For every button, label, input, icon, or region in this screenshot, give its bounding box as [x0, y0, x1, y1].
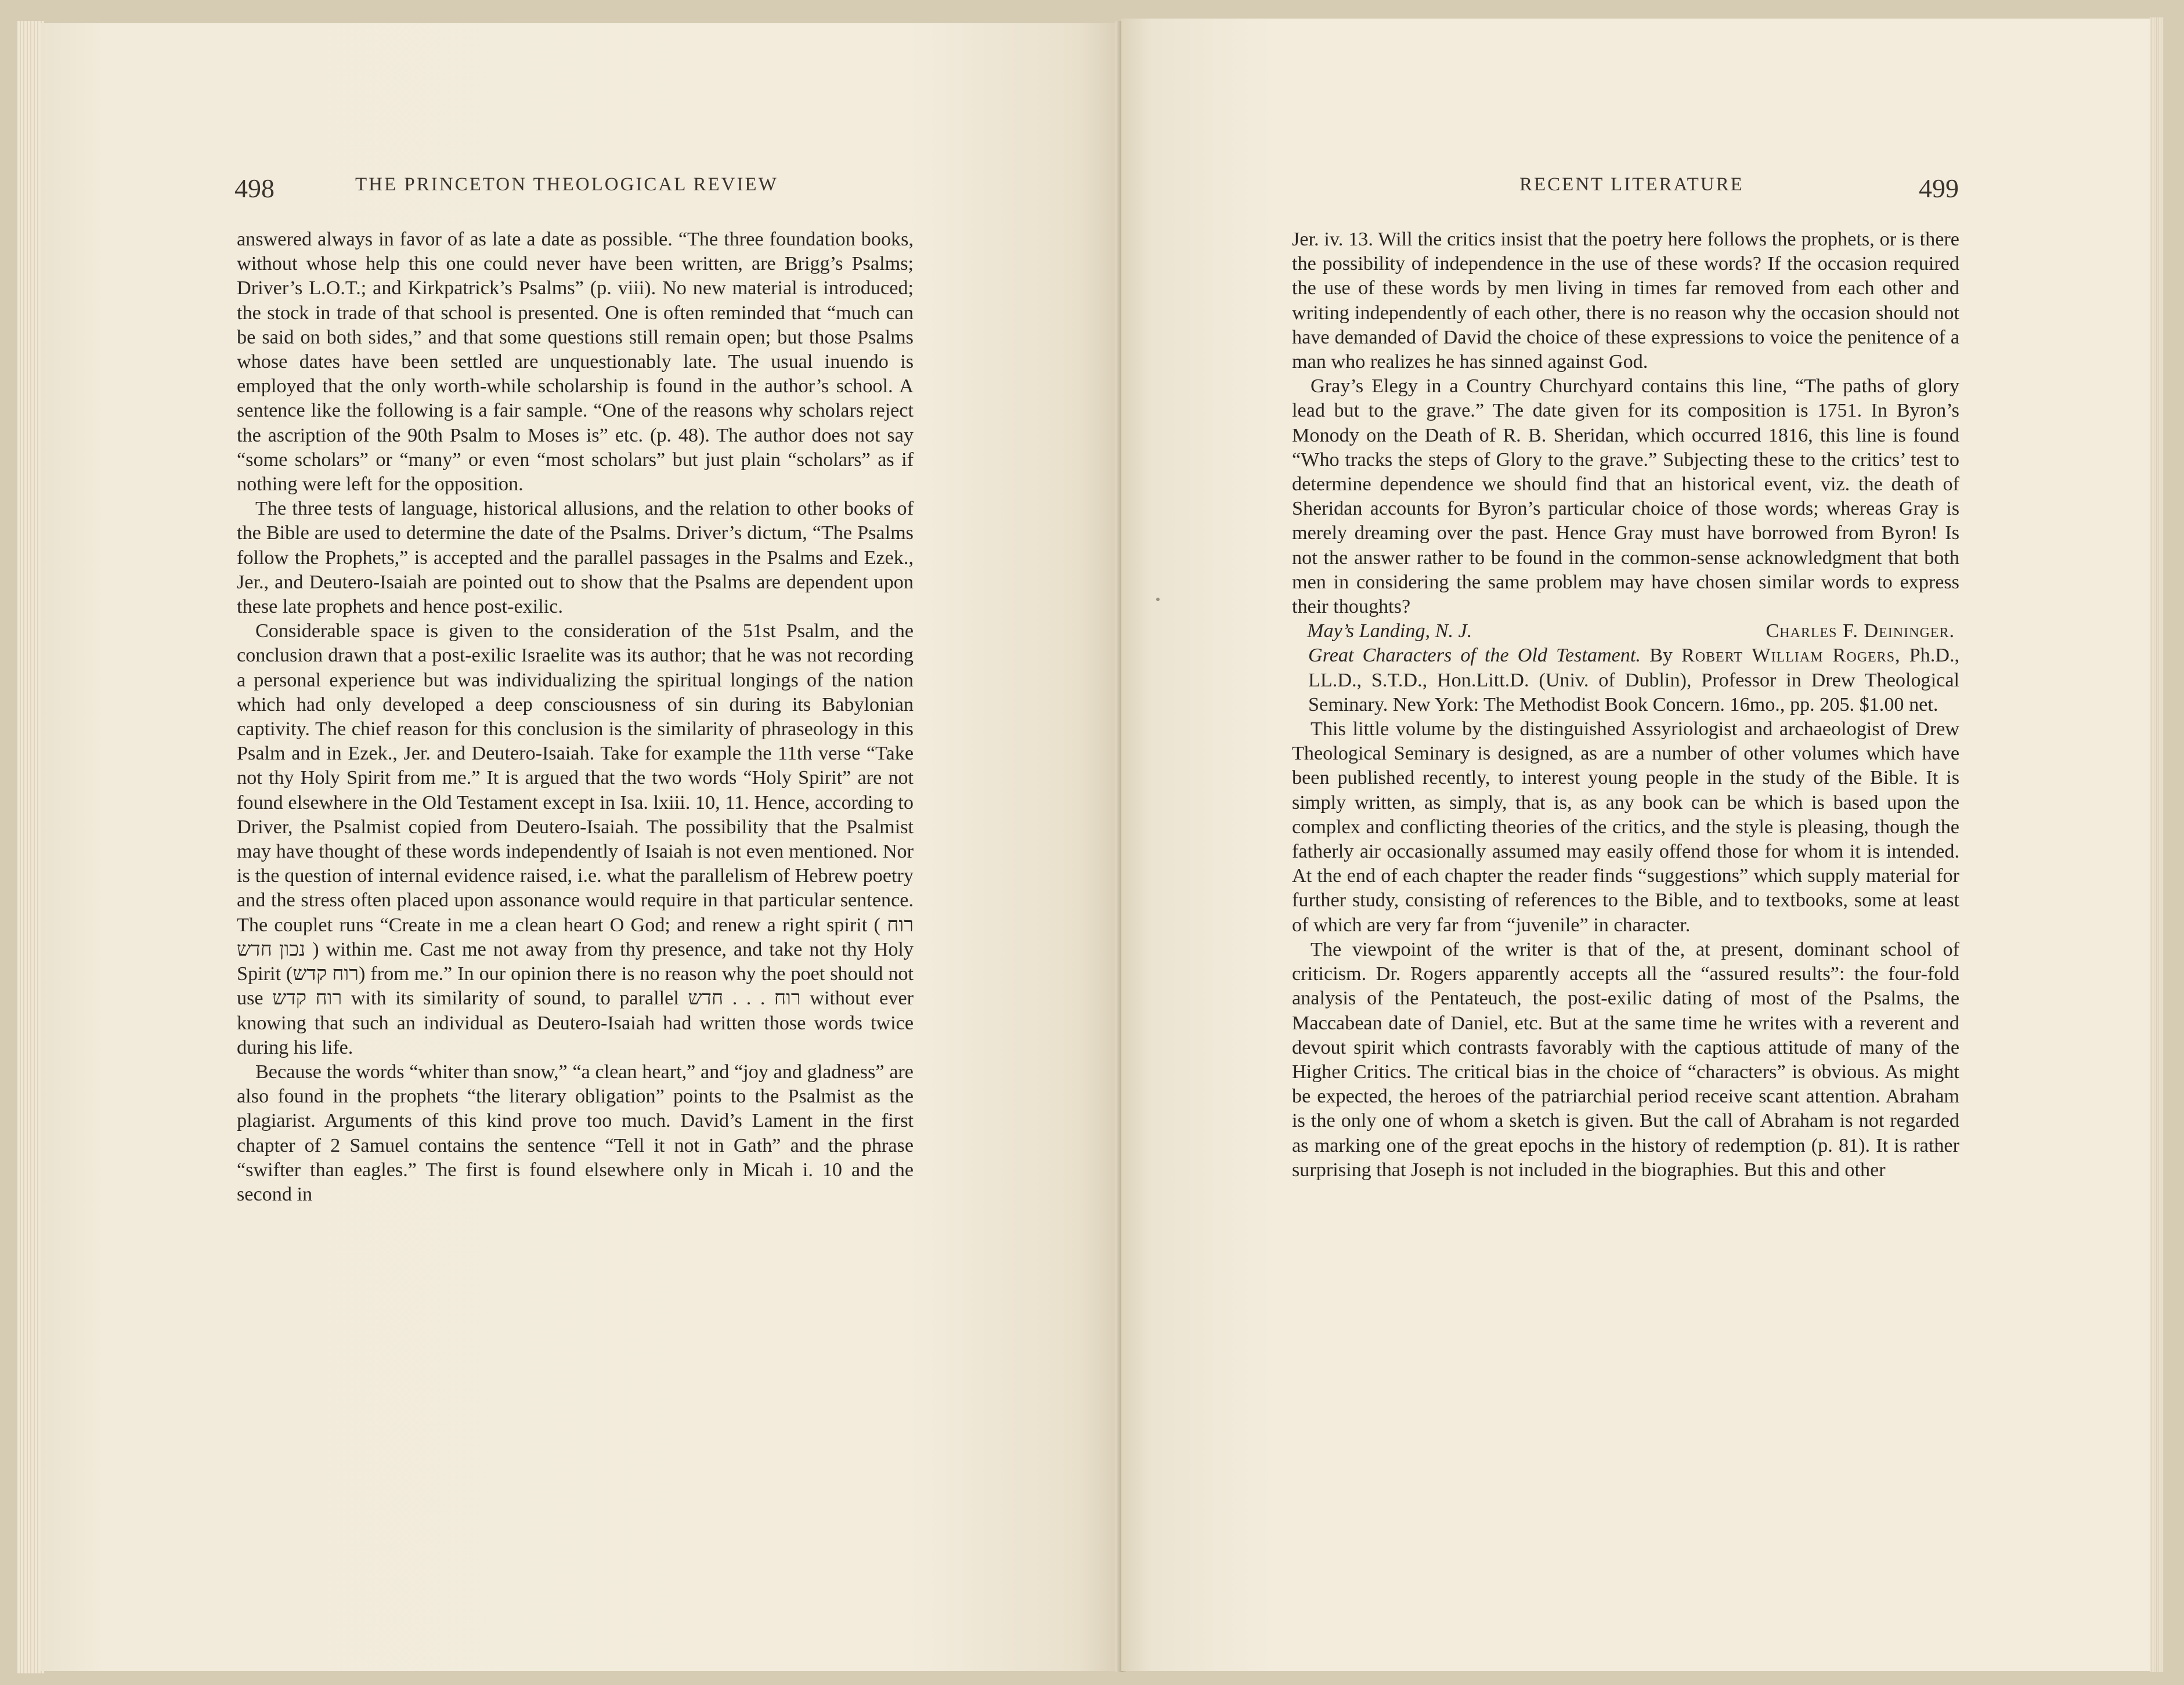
right-paragraph-1: Jer. iv. 13. Will the critics insist that the poetry here follows the prophets, or is there the possibility of independence in the use of these words? If the occasion required the use of these words by men living in times far removed from each other and writing independently of each other, there is no reason why the occasion should not have demanded of David the choice of these expressions to voice the penitence of a man who realizes he has sinned against God.	[1292, 229, 1959, 373]
review-by: By	[1649, 645, 1673, 667]
left-paragraph-1: answered always in favor of as late a date as possible. “The three foundation books, without whose help this one could never have been written, are Brigg’s Psalms; Driver’s L.O.T.; and Kirkpatrick’s Psalms” (p. viii). No new material is introduced; the stock in trade of that school is presented. One is often reminded that “much can be said on both sides,” and that some questions still remain open; but those Psalms whose dates have been settled are unquestionably late. The usual inuendo is employed that the only worth-while scholarship is found in the author’s school. A sentence like the following is a fair sample. “One of the reasons why scholars reject the ascription of the 90th Psalm to Moses is” etc. (p. 48). The author does not say “some scholars” or “many” or even “most scholars” but just plain “scholars” as if nothing were left for the opposition.	[237, 229, 914, 496]
left-folio: 498	[234, 173, 275, 203]
left-paragraph-3: Considerable space is given to the consideration of the 51st Psalm, and the conclusion drawn that a post-exilic Israelite was its author; that he was not recording a personal experience but was individualizing the spiritual longings of the nation which had only developed a deep consciousness of sin during its Babylonian captivity. The chief reason for this conclusion is the similarity of phraseology in this Psalm and in Ezek., Jer. and Deutero-Isaiah. Take for example the 11th verse “Take not thy Holy Spirit from me.” It is argued that the two words “Holy Spirit” are not found elsewhere in the Old Testament except in Isa. lxiii. 10, 11. Hence, according to Driver, the Psalmist copied from Deutero-Isaiah. The possibility that the Psalmist may have thought of these words independently of Isaiah is not even mentioned. Nor is the question of internal evidence raised, i.e. what the parallelism of Hebrew poetry and the stress often placed upon assonance would require in that particular sentence. The couplet runs “Create in me a clean heart O God; and renew a right spirit ( רוח נכון חדש ) within me. Cast me not away from thy presence, and take not thy Holy Spirit (רוח קדש) from me.” In our opinion there is no reason why the poet should not use רוח קדש with its similarity of sound, to parallel רוח . . . חדש without ever knowing that such an individual as Deutero-Isaiah had written those words twice during his life.	[237, 620, 914, 1058]
left-text-column	[237, 227, 914, 1207]
review-signature	[1292, 619, 1959, 643]
right-page-edges	[2150, 17, 2164, 1672]
right-text-column	[1292, 227, 1959, 1183]
left-paragraph-4: Because the words “whiter than snow,” “a clean heart,” and “joy and gladness” are also found in the prophets “the literary obligation” points to the Psalmist as the plagiarist. Arguments of this kind prove too much. David’s Lament in the first chapter of 2 Samuel contains the sentence “Tell it not in Gath” and the phrase “swifter than eagles.” The first is found elsewhere only in Micah i. 10 and the second in	[237, 1061, 914, 1205]
left-running-head: THE PRINCETON THEOLOGICAL REVIEW	[355, 174, 778, 195]
review-paragraph-2: The viewpoint of the writer is that of the, at present, dominant school of criticism. Dr. Rogers apparently accepts all the “assured results”: the four-fold analysis of the Pentateuch, the post-exilic dating of most of the Psalms, the Maccabean date of Daniel, etc. But at the same time he writes with a reverent and devout spirit which contrasts favorably with the captious attitude of many of the Higher Critics. The critical bias in the choice of “characters” is obvious. As might be expected, the heroes of the patriarchial period receive scant attention. Abraham is the only one of whom a sketch is given. But the call of Abraham is not regarded as marking one of the great epochs in the history of redemption (p. 81). It is rather surprising that Joseph is not included in the biographies. But this and other	[1292, 938, 1959, 1181]
signature-place: May’s Landing, N. J.	[1307, 620, 1472, 642]
review-author: Robert William Rogers,	[1681, 645, 1901, 667]
right-folio: 499	[1919, 173, 1959, 203]
right-paragraph-2: Gray’s Elegy in a Country Churchyard contains this line, “The paths of glory lead but to the grave.” The date given for its composition is 1751. In Byron’s Monody on the Death of R. B. Sheridan, which occurred 1816, this line is found “Who tracks the steps of Glory to the grave.” Subjecting these to the critics’ test to determine dependence we should find that an historical event, viz. the death of Sheridan accounts for Byron’s particular choice of those words; whereas Gray is merely dreaming over the past. Hence Gray must have borrowed from Byron! Is not the answer rather to be found in the common-sense acknowledgment that both men in considering the same problem may have chosen similar words to express their thoughts?	[1292, 375, 1959, 618]
paper-speck	[1156, 598, 1160, 601]
left-paragraph-2: The three tests of language, historical allusions, and the relation to other books of the Bible are used to determine the date of the Psalms. Driver’s dictum, “The Psalms follow the Prophets,” is accepted and the parallel passages in the Psalms and Ezek., Jer., and Deutero-Isaiah are pointed out to show that the Psalms are dependent upon these late prophets and hence post-exilic.	[237, 498, 914, 618]
review-book-title: Great Characters of the Old Testament.	[1308, 645, 1641, 667]
right-running-head: RECENT LITERATURE	[1519, 174, 1744, 195]
signature-name: Charles F. Deininger.	[1766, 620, 1955, 642]
review-bibliographic-details: Ph.D., LL.D., S.T.D., Hon.Litt.D. (Univ. of Dublin), Professor in Drew Theological Seminary. New York: The Methodist Book Concern. 16mo., pp. 205. $1.00 net.	[1308, 645, 1960, 715]
review-paragraph-1: This little volume by the distinguished Assyriologist and archaeologist of Drew Theological Seminary is designed, as are a number of other volumes which have been published recently, to interest young people in the study of the Bible. It is simply written, as simply, that is, as any book can be which is based upon the complex and conflicting theories of the critics, and the style is pleasing, though the fatherly air occasionally assumed may easily offend those for whom it is intended. At the end of each chapter the reader finds “suggestions” which supply material for further study, consisting of references to the Bible, and to textbooks, some at least of which are very far from “juvenile” in character.	[1292, 718, 1959, 936]
review-heading	[1292, 643, 1959, 717]
